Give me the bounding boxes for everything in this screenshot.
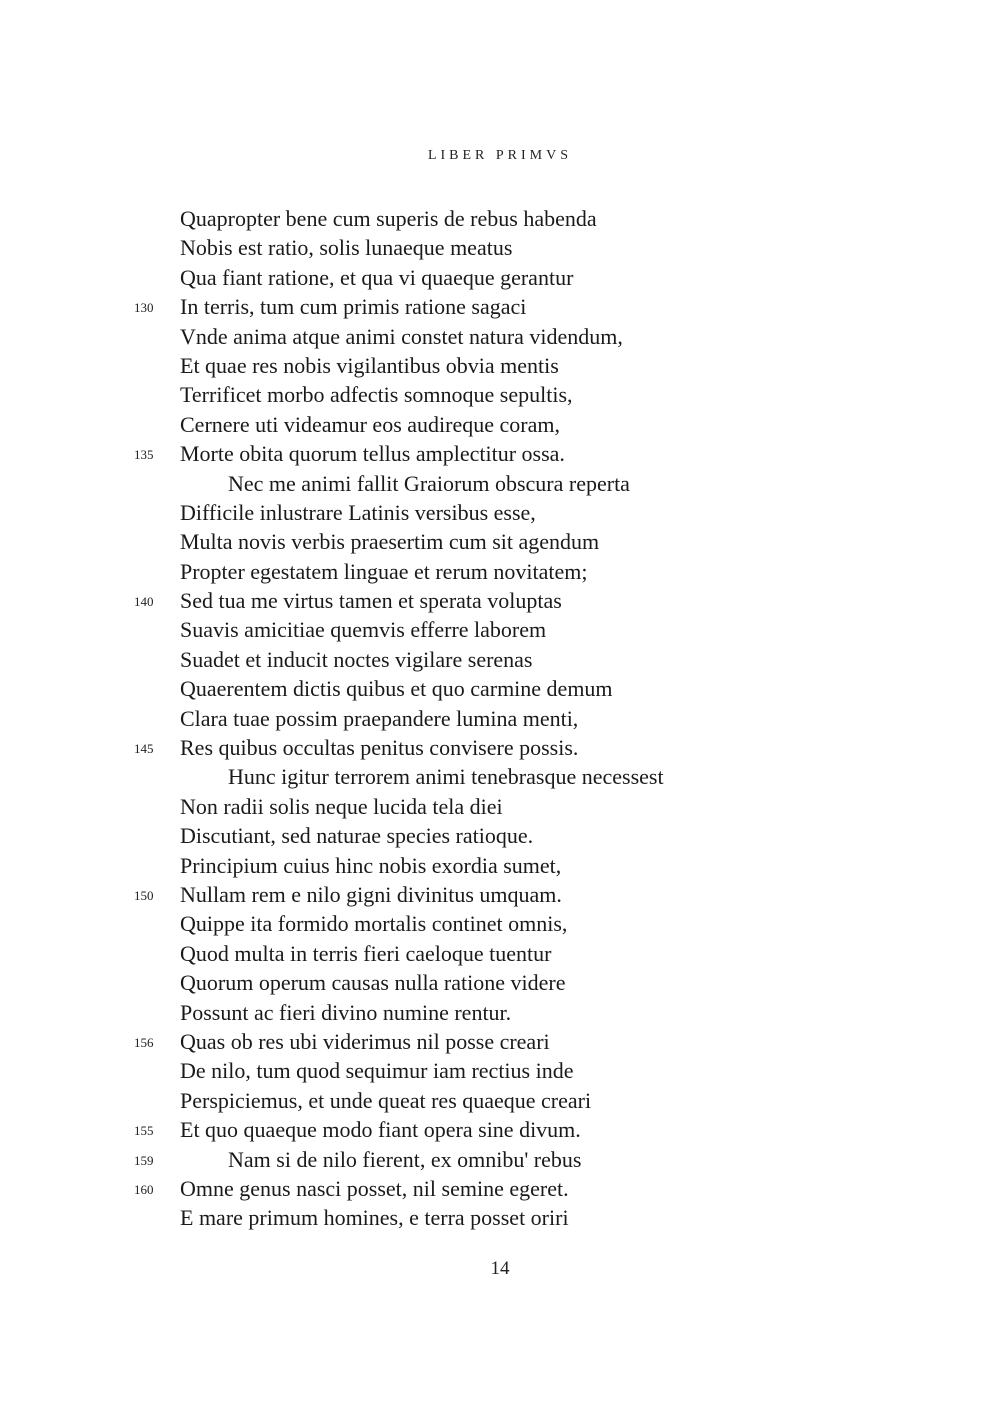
verse-text: Multa novis verbis praesertim cum sit agendum [180,529,600,555]
line-number: 130 [134,300,154,316]
verse-line [0,939,1000,968]
verse-text: Quippe ita formido mortalis continet omnis, [180,911,568,937]
verse-text: Non radii solis neque lucida tela diei [180,793,503,819]
verse-line [0,821,1000,850]
verse-text: Perspiciemus, et unde queat res quaeque creari [180,1087,592,1113]
verse-line [0,615,1000,644]
verse-text: Nam si de nilo fierent, ex omnibu' rebus [228,1146,582,1172]
verse-text: Et quae res nobis vigilantibus obvia mentis [180,352,559,378]
verse-line [0,292,1000,321]
verse-text: De nilo, tum quod sequimur iam rectius inde [180,1058,574,1084]
verse-text: Qua fiant ratione, et qua vi quaeque gerantur [180,264,574,290]
verse-line [0,1056,1000,1085]
verse-text: Omne genus nasci posset, nil semine egeret. [180,1175,569,1201]
verse-line [0,1027,1000,1056]
verse-text: Difficile inlustrare Latinis versibus esse, [180,499,536,525]
verse-text: Principium cuius hinc nobis exordia sumet, [180,852,562,878]
verse-text: Possunt ac fieri divino numine rentur. [180,999,512,1025]
line-number: 140 [134,594,154,610]
verse-line [0,704,1000,733]
verse-line [0,674,1000,703]
verse-line [0,1145,1000,1174]
verse-line [0,498,1000,527]
line-number: 150 [134,887,154,903]
verse-text: Nobis est ratio, solis lunaeque meatus [180,235,513,261]
verse-text: Suavis amicitiae quemvis efferre laborem [180,617,547,643]
verse-text: In terris, tum cum primis ratione sagaci [180,294,527,320]
verse-text: Quod multa in terris fieri caeloque tuentur [180,940,552,966]
poem-text [0,204,1000,1233]
verse-line [0,762,1000,791]
verse-line [0,380,1000,409]
verse-text: Discutiant, sed naturae species ratioque. [180,823,534,849]
verse-text: Quas ob res ubi viderimus nil posse creari [180,1028,550,1054]
verse-line [0,851,1000,880]
verse-text: Nullam rem e nilo gigni divinitus umquam. [180,881,562,907]
verse-line [0,1203,1000,1232]
verse-text: Quapropter bene cum superis de rebus habenda [180,206,597,231]
verse-line [0,527,1000,556]
verse-text: Hunc igitur terrorem animi tenebrasque necessest [228,764,664,790]
verse-line [0,469,1000,498]
verse-text: Clara tuae possim praepandere lumina menti, [180,705,579,731]
verse-line [0,968,1000,997]
verse-text: E mare primum homines, e terra posset oriri [180,1205,569,1231]
page-number: 14 [490,1258,510,1279]
verse-line [0,204,1000,233]
running-header: LIBER PRIMVS [427,148,573,163]
verse-line [0,909,1000,938]
verse-line [0,880,1000,909]
verse-text: Et quo quaeque modo fiant opera sine divum. [180,1117,581,1143]
verse-line [0,557,1000,586]
verse-text: Res quibus occultas penitus convisere possis. [180,735,579,761]
verse-text: Propter egestatem linguae et rerum novitatem; [180,558,588,584]
verse-line [0,586,1000,615]
verse-text: Terrificet morbo adfectis somnoque sepultis, [180,382,573,408]
verse-line [0,792,1000,821]
line-number: 135 [134,447,154,463]
line-number: 145 [134,741,154,757]
verse-line [0,998,1000,1027]
verse-text: Quorum operum causas nulla ratione videre [180,970,566,996]
verse-text: Cernere uti videamur eos audireque coram, [180,411,560,437]
verse-line [0,233,1000,262]
verse-text: Morte obita quorum tellus amplectitur ossa. [180,441,565,467]
verse-text: Suadet et inducit noctes vigilare serenas [180,646,533,672]
verse-line [0,439,1000,468]
verse-text: Vnde anima atque animi constet natura videndum, [180,323,623,349]
verse-line [0,263,1000,292]
line-number: 160 [134,1181,154,1197]
verse-line [0,322,1000,351]
line-number: 155 [134,1123,154,1139]
verse-line [0,1086,1000,1115]
line-number: 159 [134,1152,154,1168]
verse-text: Sed tua me virtus tamen et sperata voluptas [180,588,562,614]
verse-text: Quaerentem dictis quibus et quo carmine demum [180,676,613,702]
verse-line [0,1174,1000,1203]
line-number: 156 [134,1034,154,1050]
verse-line [0,1115,1000,1144]
verse-line [0,410,1000,439]
verse-line [0,645,1000,674]
verse-text: Nec me animi fallit Graiorum obscura reperta [228,470,630,496]
verse-line [0,351,1000,380]
verse-line [0,733,1000,762]
